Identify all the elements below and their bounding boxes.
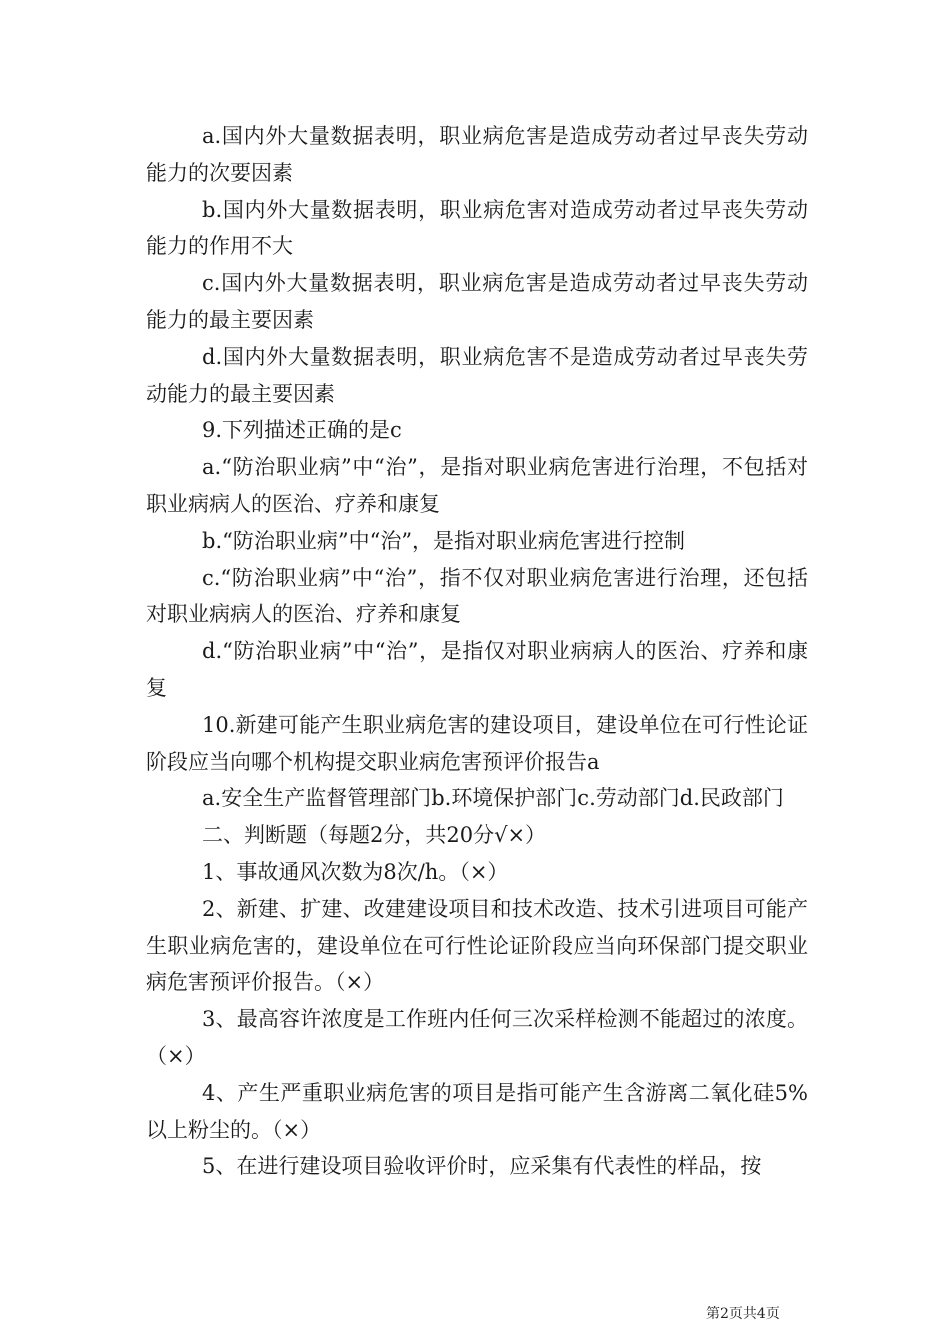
option-8c: c.国内外大量数据表明，职业病危害是造成劳动者过早丧失劳动能力的最主要因素 xyxy=(146,271,808,332)
judgment-1: 1、事故通风次数为8次/h。（×） xyxy=(202,859,509,884)
judgment-5: 5、在进行建设项目验收评价时，应采集有代表性的样品，按 xyxy=(202,1154,762,1179)
option-8a: a.国内外大量数据表明，职业病危害是造成劳动者过早丧失劳动能力的次要因素 xyxy=(146,124,808,185)
question-9: 9.下列描述正确的是c xyxy=(202,418,402,443)
section-heading-judgment: 二、判断题（每题2分，共20分√×） xyxy=(202,823,547,848)
options-10: a.安全生产监督管理部门b.环境保护部门c.劳动部门d.民政部门 xyxy=(202,786,784,811)
option-9b: b.“防治职业病”中“治”，是指对职业病危害进行控制 xyxy=(202,528,686,553)
option-9a: a.“防治职业病”中“治”，是指对职业病危害进行治理，不包括对职业病病人的医治、疗养和康复 xyxy=(146,455,808,516)
judgment-3: 3、最高容许浓度是工作班内任何三次采样检测不能超过的浓度。（×） xyxy=(146,1007,808,1068)
document-body xyxy=(146,118,808,1185)
option-8d: d.国内外大量数据表明，职业病危害不是造成劳动者过早丧失劳动能力的最主要因素 xyxy=(146,344,808,406)
option-9c: c.“防治职业病”中“治”，指不仅对职业病危害进行治理，还包括对职业病病人的医治、疗养和康复 xyxy=(146,565,808,627)
judgment-2: 2、新建、扩建、改建建设项目和技术改造、技术引进项目可能产生职业病危害的，建设单位在可行性论证阶段应当向环保部门提交职业病危害预评价报告。（×） xyxy=(146,896,808,995)
page-number: 第2页共4页 xyxy=(706,1306,780,1322)
option-9d: d.“防治职业病”中“治”，是指仅对职业病病人的医治、疗养和康复 xyxy=(146,639,808,700)
option-8b: b.国内外大量数据表明，职业病危害对造成劳动者过早丧失劳动能力的作用不大 xyxy=(146,197,808,259)
judgment-4: 4、产生严重职业病危害的项目是指可能产生含游离二氧化硅5%以上粉尘的。（×） xyxy=(146,1080,808,1142)
question-10: 10.新建可能产生职业病危害的建设项目，建设单位在可行性论证阶段应当向哪个机构提交职业病危害预评价报告a xyxy=(146,712,808,774)
